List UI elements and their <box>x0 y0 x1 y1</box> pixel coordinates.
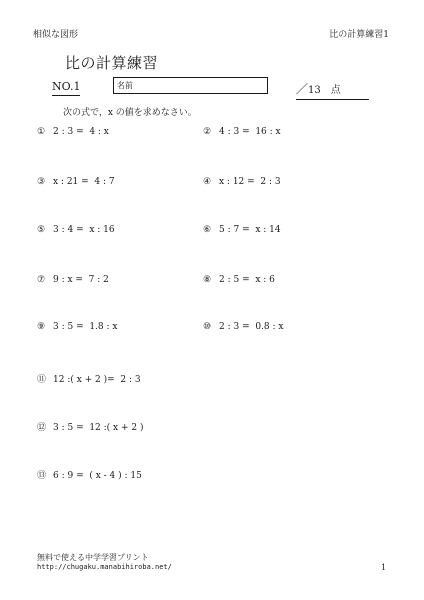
problem-expression: 2 : 3 = 4 : x <box>53 127 109 137</box>
problem-2 <box>203 127 281 137</box>
problem-number: ⑦ <box>37 275 46 285</box>
instruction-text: 次の式で，x の値を求めなさい。 <box>63 108 197 118</box>
problem-5 <box>37 225 115 235</box>
problem-number: ③ <box>37 177 46 187</box>
footer-site-name: 無料で使える中学学習プリント <box>37 553 149 562</box>
problem-6 <box>203 225 281 235</box>
problem-number: ⑬ <box>37 471 47 481</box>
problem-expression: 12 :( x + 2 )= 2 : 3 <box>53 375 141 385</box>
problem-expression: 2 : 5 = x : 6 <box>219 275 275 285</box>
problem-expression: 3 : 5 = 12 :( x + 2 ) <box>53 423 144 433</box>
problem-number: ④ <box>203 177 212 187</box>
problem-expression: 3 : 4 = x : 16 <box>53 225 115 235</box>
score-field <box>296 80 369 100</box>
problem-number: ① <box>37 127 46 137</box>
name-label: 名前 <box>117 81 133 90</box>
problem-number: ⑩ <box>203 322 212 332</box>
problem-8 <box>203 275 275 285</box>
problem-number: ⑧ <box>203 275 212 285</box>
problem-expression: 4 : 3 = 16 : x <box>219 127 281 137</box>
name-field[interactable] <box>113 77 268 94</box>
problem-number: ⑪ <box>37 375 47 385</box>
problem-expression: 6 : 9 = ( x - 4 ) : 15 <box>53 471 142 481</box>
problem-expression: 9 : x = 7 : 2 <box>53 275 109 285</box>
problem-expression: 5 : 7 = x : 14 <box>219 225 281 235</box>
problem-3 <box>37 177 115 187</box>
header-sheet-title: 比の計算練習1 <box>329 30 389 40</box>
problem-expression: 2 : 3 = 0.8 : x <box>219 322 284 332</box>
score-total: 13 <box>308 85 321 96</box>
page-title: 比の計算練習 <box>65 54 159 72</box>
problem-number: ② <box>203 127 212 137</box>
problem-12 <box>37 420 143 433</box>
problem-13 <box>37 468 142 481</box>
problem-10 <box>203 322 283 332</box>
problem-number: ⑥ <box>203 225 212 235</box>
header-category: 相似な図形 <box>33 30 79 40</box>
problem-7 <box>37 275 109 285</box>
score-unit: 点 <box>330 85 341 96</box>
problem-number: ⑨ <box>37 322 46 332</box>
problem-expression: 3 : 5 = 1.8 : x <box>53 322 118 332</box>
score-slash: ／ <box>296 82 309 96</box>
problem-11 <box>37 372 141 385</box>
problem-number: ⑤ <box>37 225 46 235</box>
problem-expression: x : 12 = 2 : 3 <box>219 177 281 187</box>
footer-url-link[interactable]: http://chugaku.manabihiroba.net/ <box>37 563 172 571</box>
problem-9 <box>37 322 117 332</box>
problem-expression: x : 21 = 4 : 7 <box>53 177 115 187</box>
problem-1 <box>37 127 109 137</box>
sheet-number: NO.1 <box>52 80 80 96</box>
page-number: 1 <box>381 563 387 572</box>
problem-number: ⑫ <box>37 423 47 433</box>
problem-4 <box>203 177 281 187</box>
